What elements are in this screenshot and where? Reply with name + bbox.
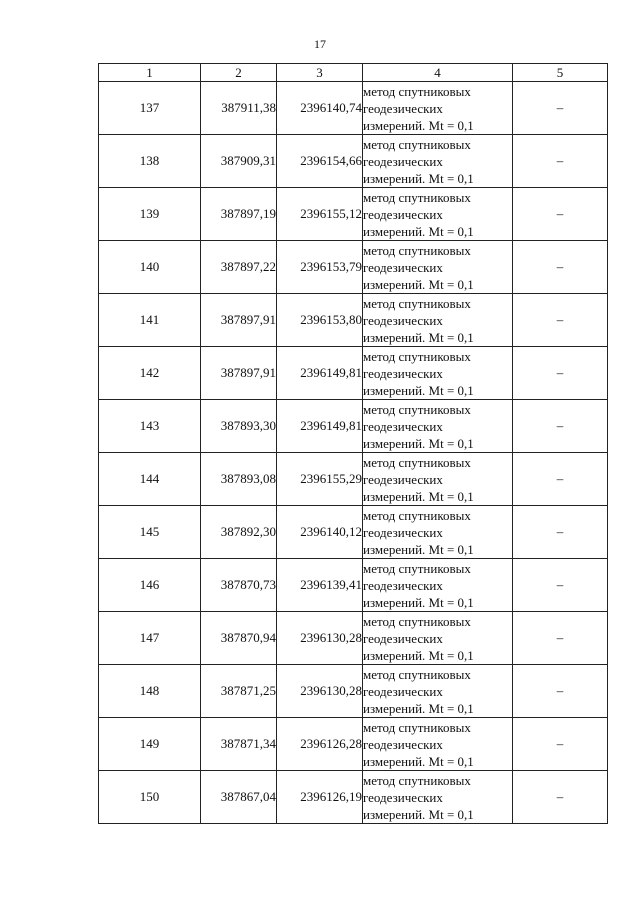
x-coordinate-cell: 387897,22 — [201, 241, 277, 294]
method-line: геодезических — [363, 471, 443, 487]
point-number-cell: 142 — [99, 347, 201, 400]
table-row — [99, 718, 608, 771]
method-cell — [363, 559, 513, 612]
x-coordinate-cell: 387897,91 — [201, 294, 277, 347]
table-row — [99, 612, 608, 665]
method-cell — [363, 294, 513, 347]
x-coordinate-cell: 387870,73 — [201, 559, 277, 612]
method-cell — [363, 400, 513, 453]
method-line: метод спутниковых — [363, 666, 471, 682]
y-coordinate-cell: 2396140,12 — [277, 506, 363, 559]
method-line: измерений. Mt = 0,1 — [363, 594, 474, 610]
method-line: измерений. Mt = 0,1 — [363, 541, 474, 557]
table-row — [99, 506, 608, 559]
column-header-1: 1 — [99, 64, 201, 82]
note-cell: – — [513, 188, 608, 241]
y-coordinate-cell: 2396130,28 — [277, 612, 363, 665]
method-line: геодезических — [363, 577, 443, 593]
method-line: геодезических — [363, 312, 443, 328]
method-cell — [363, 771, 513, 824]
table-row — [99, 294, 608, 347]
x-coordinate-cell: 387911,38 — [201, 82, 277, 135]
table-row — [99, 771, 608, 824]
method-line: геодезических — [363, 259, 443, 275]
point-number-cell: 140 — [99, 241, 201, 294]
method-cell — [363, 82, 513, 135]
note-cell: – — [513, 718, 608, 771]
note-cell: – — [513, 294, 608, 347]
y-coordinate-cell: 2396153,80 — [277, 294, 363, 347]
x-coordinate-cell: 387892,30 — [201, 506, 277, 559]
x-coordinate-cell: 387867,04 — [201, 771, 277, 824]
table-row — [99, 241, 608, 294]
method-cell — [363, 506, 513, 559]
note-cell: – — [513, 135, 608, 188]
column-header-5: 5 — [513, 64, 608, 82]
method-line: геодезических — [363, 683, 443, 699]
method-line: метод спутниковых — [363, 83, 471, 99]
method-line: измерений. Mt = 0,1 — [363, 488, 474, 504]
point-number-cell: 143 — [99, 400, 201, 453]
note-cell: – — [513, 453, 608, 506]
method-cell — [363, 241, 513, 294]
y-coordinate-cell: 2396155,29 — [277, 453, 363, 506]
point-number-cell: 145 — [99, 506, 201, 559]
method-line: метод спутниковых — [363, 295, 471, 311]
table-header-row — [99, 64, 608, 82]
column-header-3: 3 — [277, 64, 363, 82]
y-coordinate-cell: 2396126,28 — [277, 718, 363, 771]
y-coordinate-cell: 2396154,66 — [277, 135, 363, 188]
x-coordinate-cell: 387870,94 — [201, 612, 277, 665]
note-cell: – — [513, 347, 608, 400]
table-row — [99, 559, 608, 612]
y-coordinate-cell: 2396126,19 — [277, 771, 363, 824]
method-line: измерений. Mt = 0,1 — [363, 700, 474, 716]
method-line: измерений. Mt = 0,1 — [363, 382, 474, 398]
method-cell — [363, 347, 513, 400]
method-line: измерений. Mt = 0,1 — [363, 753, 474, 769]
point-number-cell: 150 — [99, 771, 201, 824]
method-cell — [363, 665, 513, 718]
x-coordinate-cell: 387897,91 — [201, 347, 277, 400]
method-line: измерений. Mt = 0,1 — [363, 117, 474, 133]
y-coordinate-cell: 2396139,41 — [277, 559, 363, 612]
method-line: геодезических — [363, 206, 443, 222]
table-row — [99, 347, 608, 400]
table-row — [99, 82, 608, 135]
note-cell: – — [513, 506, 608, 559]
method-line: геодезических — [363, 630, 443, 646]
x-coordinate-cell: 387893,08 — [201, 453, 277, 506]
method-cell — [363, 612, 513, 665]
point-number-cell: 148 — [99, 665, 201, 718]
method-cell — [363, 135, 513, 188]
method-cell — [363, 188, 513, 241]
method-line: измерений. Mt = 0,1 — [363, 276, 474, 292]
method-line: геодезических — [363, 418, 443, 434]
point-number-cell: 146 — [99, 559, 201, 612]
table-row — [99, 665, 608, 718]
note-cell: – — [513, 400, 608, 453]
method-line: измерений. Mt = 0,1 — [363, 223, 474, 239]
note-cell: – — [513, 559, 608, 612]
point-number-cell: 137 — [99, 82, 201, 135]
method-line: метод спутниковых — [363, 560, 471, 576]
y-coordinate-cell: 2396149,81 — [277, 400, 363, 453]
method-line: измерений. Mt = 0,1 — [363, 806, 474, 822]
method-line: измерений. Mt = 0,1 — [363, 329, 474, 345]
y-coordinate-cell: 2396149,81 — [277, 347, 363, 400]
point-number-cell: 139 — [99, 188, 201, 241]
method-cell — [363, 718, 513, 771]
method-line: метод спутниковых — [363, 719, 471, 735]
method-line: геодезических — [363, 524, 443, 540]
coordinates-table — [98, 63, 608, 824]
x-coordinate-cell: 387871,34 — [201, 718, 277, 771]
x-coordinate-cell: 387893,30 — [201, 400, 277, 453]
note-cell: – — [513, 82, 608, 135]
column-header-4: 4 — [363, 64, 513, 82]
y-coordinate-cell: 2396153,79 — [277, 241, 363, 294]
method-line: измерений. Mt = 0,1 — [363, 435, 474, 451]
table-row — [99, 453, 608, 506]
y-coordinate-cell: 2396130,28 — [277, 665, 363, 718]
method-line: геодезических — [363, 736, 443, 752]
method-line: метод спутниковых — [363, 242, 471, 258]
method-cell — [363, 453, 513, 506]
method-line: метод спутниковых — [363, 507, 471, 523]
method-line: метод спутниковых — [363, 772, 471, 788]
table-body — [99, 82, 608, 824]
x-coordinate-cell: 387897,19 — [201, 188, 277, 241]
note-cell: – — [513, 665, 608, 718]
table-row — [99, 400, 608, 453]
method-line: измерений. Mt = 0,1 — [363, 170, 474, 186]
column-header-2: 2 — [201, 64, 277, 82]
x-coordinate-cell: 387909,31 — [201, 135, 277, 188]
method-line: геодезических — [363, 153, 443, 169]
method-line: метод спутниковых — [363, 454, 471, 470]
note-cell: – — [513, 612, 608, 665]
method-line: метод спутниковых — [363, 401, 471, 417]
method-line: метод спутниковых — [363, 613, 471, 629]
y-coordinate-cell: 2396155,12 — [277, 188, 363, 241]
y-coordinate-cell: 2396140,74 — [277, 82, 363, 135]
method-line: метод спутниковых — [363, 348, 471, 364]
table-row — [99, 135, 608, 188]
x-coordinate-cell: 387871,25 — [201, 665, 277, 718]
note-cell: – — [513, 771, 608, 824]
point-number-cell: 138 — [99, 135, 201, 188]
method-line: геодезических — [363, 100, 443, 116]
point-number-cell: 141 — [99, 294, 201, 347]
method-line: измерений. Mt = 0,1 — [363, 647, 474, 663]
method-line: геодезических — [363, 789, 443, 805]
table-row — [99, 188, 608, 241]
note-cell: – — [513, 241, 608, 294]
point-number-cell: 149 — [99, 718, 201, 771]
method-line: метод спутниковых — [363, 136, 471, 152]
method-line: метод спутниковых — [363, 189, 471, 205]
point-number-cell: 147 — [99, 612, 201, 665]
point-number-cell: 144 — [99, 453, 201, 506]
method-line: геодезических — [363, 365, 443, 381]
page-number: 17 — [314, 37, 326, 51]
